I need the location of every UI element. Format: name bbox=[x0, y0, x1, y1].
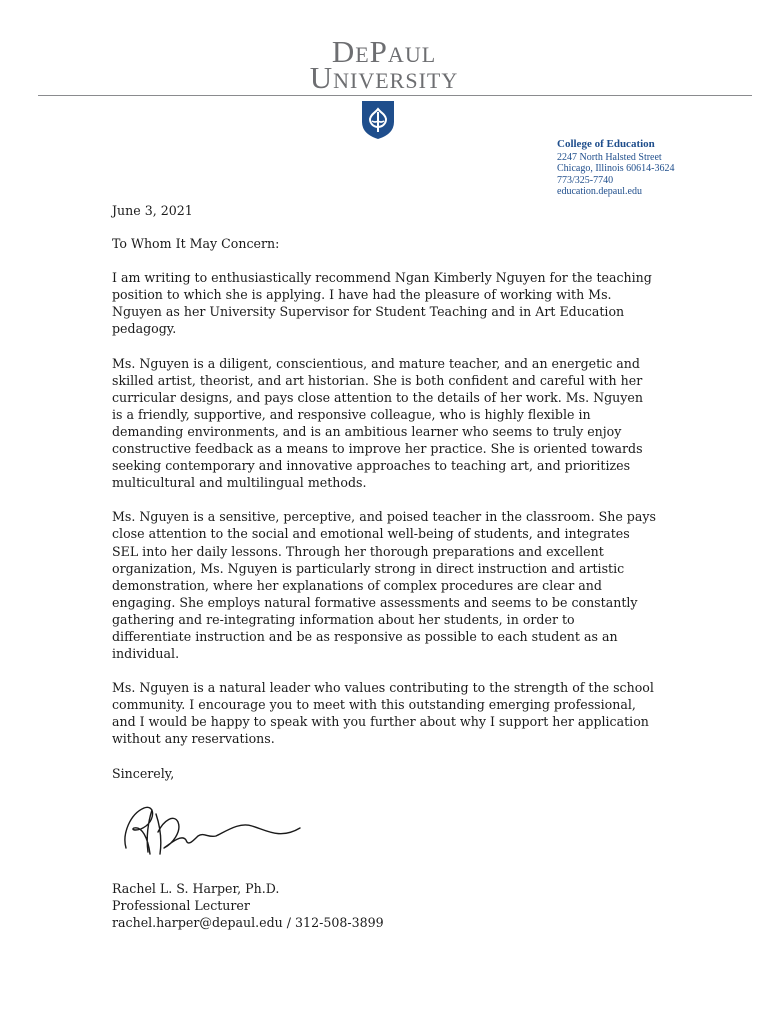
letter-body bbox=[112, 202, 657, 799]
college-website: education.depaul.edu bbox=[557, 186, 642, 198]
university-name-line2: University bbox=[309, 60, 459, 95]
closing: Sincerely, bbox=[112, 765, 175, 781]
signer-title: Professional Lecturer bbox=[112, 898, 250, 914]
paragraph-1: I am writing to enthusiastically recommend Ngan Kimberly Nguyen for the teaching position to which she is applying. I have had the pleasure of working with Ms. Nguyen as her University Supervisor for Student Teaching and in Art Education pedagogy. bbox=[112, 270, 652, 337]
paragraph-2: Ms. Nguyen is a diligent, conscientious, and mature teacher, and an energetic and skilled artist, theorist, and art historian. She is both confident and careful with her curricular designs, and pays close attention to the details of her work. Ms. Nguyen is a friendly, supportive, and responsive colleague, who is highly flexible in demanding environments, and is an ambitious learner who seems to truly enjoy constructive feedback as a means to improve her practice. She is oriented towards seeking contemporary and innovative approaches to teaching art, and prioritizes multicultural and multilingual methods. bbox=[112, 355, 643, 491]
depaul-shield-icon bbox=[361, 100, 395, 140]
salutation: To Whom It May Concern: bbox=[112, 236, 280, 252]
signer-name: Rachel L. S. Harper, Ph.D. bbox=[112, 881, 280, 896]
university-name-line1: DePaul bbox=[331, 34, 437, 69]
signature-block bbox=[112, 880, 384, 931]
handwritten-signature-icon bbox=[112, 792, 312, 872]
paragraph-4: Ms. Nguyen is a natural leader who values contributing to the strength of the school community. I encourage you to meet with this outstanding emerging professional, and I would be happy to speak with you further about why I support her application without any reservations. bbox=[112, 680, 654, 747]
college-name: College of Education bbox=[557, 138, 655, 150]
letterhead-divider bbox=[38, 95, 752, 96]
address-street: 2247 North Halsted Street bbox=[557, 151, 662, 163]
college-address-block bbox=[557, 139, 675, 198]
signer-contact: rachel.harper@depaul.edu / 312-508-3899 bbox=[112, 915, 384, 931]
college-phone: 773/325-7740 bbox=[557, 174, 614, 186]
letter-date: June 3, 2021 bbox=[112, 203, 193, 218]
address-city: Chicago, Illinois 60614-3624 bbox=[557, 163, 675, 175]
paragraph-3: Ms. Nguyen is a sensitive, perceptive, and poised teacher in the classroom. She pays close attention to the social and emotional well-being of students, and integrates SEL into her daily lessons. Through her thorough preparations and excellent organization, Ms. Nguyen is particularly strong in direct instruction and artistic demonstration, where her explanations of complex procedures are clear and engaging. She employs natural formative assessments and seems to be constantly gathering and re-integrating information about her students, in order to differentiate instruction and be as responsive as possible to each student as an individual. bbox=[112, 509, 656, 662]
